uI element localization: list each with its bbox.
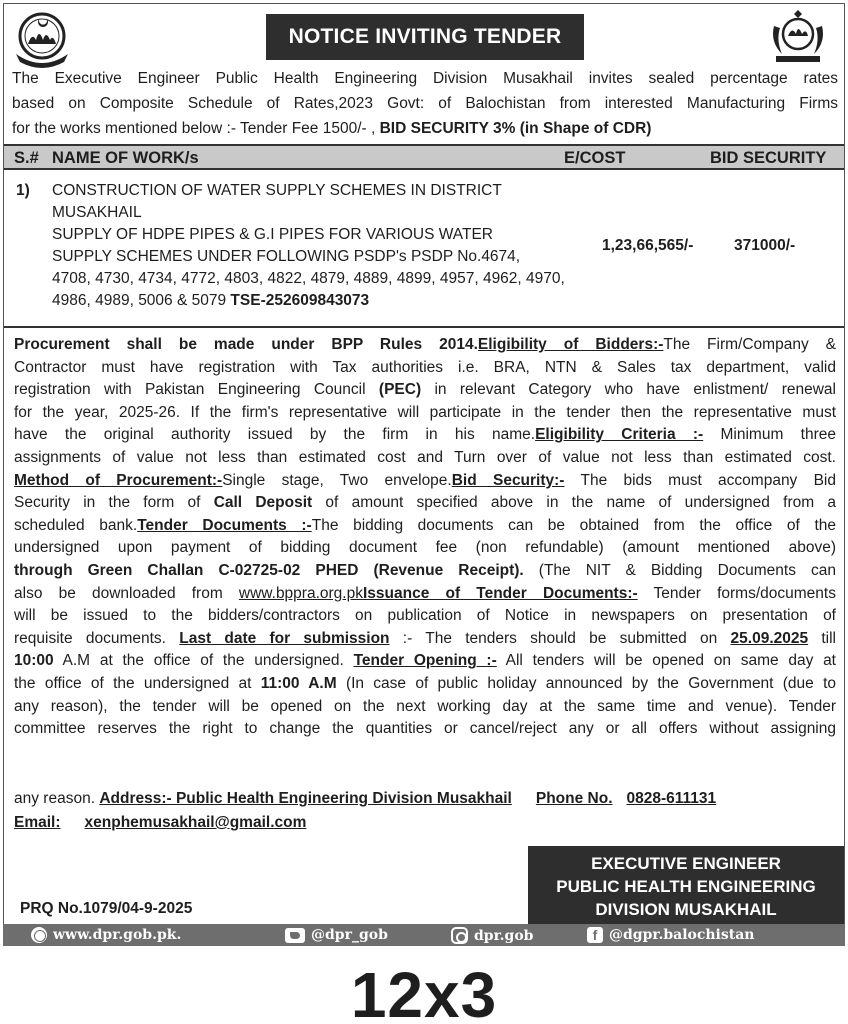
- body-text: The Firm/Company &: [663, 336, 836, 353]
- col-ecost: E/COST: [564, 149, 626, 167]
- body-text: Security in the form of: [14, 494, 214, 512]
- work-description: [52, 180, 612, 312]
- table-header: [4, 144, 844, 170]
- body-line: [14, 673, 836, 696]
- intro-paragraph: [12, 66, 838, 141]
- body-text: registration with Pakistan Engineering Council: [14, 381, 379, 399]
- psdp-numbers: 4986, 4989, 5006 & 5079: [52, 292, 231, 309]
- section-divider: [4, 326, 844, 328]
- footer-instagram[interactable]: [451, 927, 533, 944]
- submission-time: 10:00: [14, 652, 54, 670]
- body-line: [14, 492, 836, 515]
- body-line: assignments of value not less than estimated cost and Turn over of value not less than estimated cost.: [14, 448, 836, 466]
- intro-line: [12, 116, 838, 141]
- opening-time: 11:00 A.M: [260, 674, 337, 692]
- facebook-icon: f: [587, 927, 603, 943]
- signature-line: PUBLIC HEALTH ENGINEERING: [556, 877, 816, 896]
- body-line: for the year, 2025-26. If the firm's representative will participate in the tender then the representative must: [14, 403, 836, 421]
- body-line: [14, 650, 836, 673]
- instagram-icon: [451, 927, 468, 944]
- body-line: undersigned upon payment of bidding document fee (non refundable) (amount mentioned above): [14, 539, 836, 557]
- body-text: have the original authority issued by the firm in his name.: [14, 426, 536, 444]
- body-line: [14, 560, 836, 583]
- body-text: of amount specified above in the name of undersigned from a: [312, 494, 837, 512]
- footer-social-bar: [3, 924, 845, 946]
- body-line: [14, 515, 836, 538]
- ad-size-label: 12x3: [350, 959, 498, 1024]
- footer-facebook[interactable]: [587, 927, 754, 943]
- body-text: any reason.: [14, 790, 100, 807]
- bid-security-amount: 371000/-: [734, 237, 796, 254]
- table-row: [4, 172, 844, 324]
- work-line: SUPPLY OF HDPE PIPES & G.I PIPES FOR VARIOUS WATER: [52, 226, 493, 243]
- eligibility-bidders-label: Eligibility of Bidders:-: [477, 336, 664, 353]
- green-challan: through Green Challan C-02725-02 PHED (Revenue Receipt).: [14, 561, 524, 579]
- call-deposit: Call Deposit: [213, 494, 313, 512]
- address: Address:- Public Health Engineering Division Musakhail: [99, 790, 512, 807]
- intro-fee-text: for the works mentioned below :- Tender Fee 1500/- ,: [12, 120, 380, 137]
- body-line: [14, 334, 836, 357]
- bid-security-label: Bid Security:-: [451, 471, 565, 489]
- body-line: [14, 583, 836, 606]
- body-text: Minimum three: [703, 426, 836, 444]
- phone-number[interactable]: 0828-611131: [626, 790, 717, 807]
- last-date-label: Last date for submission: [179, 629, 390, 647]
- tender-conditions: [14, 334, 836, 741]
- body-line: [14, 379, 836, 402]
- body-text: till: [808, 629, 837, 647]
- body-line: [14, 470, 836, 493]
- body-line: will be issued to the bidders/contractors on publication of Notice in newspapers on presentation of: [14, 607, 836, 625]
- body-text: The bids must accompany Bid: [564, 471, 836, 489]
- footer-instagram-text: dpr.gob: [474, 927, 534, 944]
- body-text: A.M at the office of the undersigned.: [53, 652, 354, 670]
- body-text: All tenders will be opened on same day at: [496, 652, 836, 670]
- intro-line: The Executive Engineer Public Health Engineering Division Musakhail invites sealed percentage rates: [12, 70, 838, 87]
- department-emblem-logo: [764, 10, 832, 70]
- email-label: Email:: [14, 814, 61, 831]
- body-text: also be downloaded from: [14, 584, 239, 602]
- body-text: (The NIT & Bidding Documents can: [523, 561, 837, 579]
- body-line: Contractor must have registration with Tax authorities i.e. BRA, NTN & Sales tax department, valid: [14, 358, 836, 376]
- bppra-website-link[interactable]: www.bppra.org.pk: [238, 584, 363, 602]
- body-line: committee reserves the right to change the quantities or cancel/reject any or all offers without assigning: [14, 720, 836, 738]
- tender-notice: [3, 3, 845, 945]
- body-text: The bidding documents can be obtained from the office of the: [311, 516, 837, 534]
- body-text: (In case of public holiday announced by the Government (due to: [336, 674, 836, 692]
- work-line: [52, 290, 612, 312]
- col-name-of-work: NAME OF WORK/s: [52, 149, 199, 167]
- row-serial: 1): [16, 182, 30, 199]
- contact-line: [14, 790, 716, 808]
- signature-line: EXECUTIVE ENGINEER: [591, 854, 781, 873]
- col-sn: S.#: [14, 149, 39, 167]
- body-text: the office of the undersigned at: [14, 674, 261, 692]
- twitter-icon: [285, 928, 305, 943]
- signature-block: [528, 846, 844, 932]
- email-line: [14, 814, 306, 832]
- footer-facebook-text: @dgpr.balochistan: [609, 927, 755, 943]
- pec-label: (PEC): [378, 381, 422, 399]
- body-text: Single stage, Two envelope.: [222, 471, 452, 489]
- phone-label: Phone No.: [535, 790, 613, 807]
- tse-number: TSE-252609843073: [230, 292, 370, 309]
- footer-twitter[interactable]: [285, 927, 388, 943]
- work-line: 4708, 4730, 4734, 4772, 4803, 4822, 4879, 4889, 4899, 4957, 4962, 4970,: [52, 270, 565, 287]
- procurement-rules: Procurement shall be made under BPP Rules 2014.: [14, 336, 478, 353]
- method-procurement-label: Method of Procurement:-: [14, 471, 223, 489]
- tender-opening-label: Tender Opening :-: [353, 652, 497, 670]
- intro-line: based on Composite Schedule of Rates,2023 Govt: of Balochistan from interested Manufacturing Firms: [12, 95, 838, 112]
- email-address[interactable]: xenphemusakhail@gmail.com: [84, 814, 307, 831]
- footer-website[interactable]: [31, 927, 181, 943]
- body-text: requisite documents.: [14, 629, 180, 647]
- footer-website-text: www.dpr.gob.pk.: [53, 927, 182, 943]
- submission-date: 25.09.2025: [730, 629, 809, 647]
- government-seal-logo: [10, 10, 74, 70]
- prq-number: PRQ No.1079/04-9-2025: [20, 900, 193, 917]
- work-line: SUPPLY SCHEMES UNDER FOLLOWING PSDP's PSDP No.4674,: [52, 248, 521, 265]
- body-line: [14, 424, 836, 447]
- tender-documents-label: Tender Documents :-: [137, 516, 312, 534]
- work-line: CONSTRUCTION OF WATER SUPPLY SCHEMES IN DISTRICT: [52, 182, 502, 199]
- eligibility-criteria-label: Eligibility Criteria :-: [535, 426, 704, 444]
- body-text: :- The tenders should be submitted on: [389, 629, 731, 647]
- body-text: Tender forms/documents: [637, 584, 836, 602]
- globe-icon: [31, 927, 47, 943]
- work-line: MUSAKHAIL: [52, 204, 142, 221]
- body-line: [14, 628, 836, 651]
- estimated-cost: 1,23,66,565/-: [602, 237, 694, 254]
- notice-title: NOTICE INVITING TENDER: [266, 14, 584, 60]
- col-bid-security: BID SECURITY: [710, 149, 827, 167]
- issuance-label: Issuance of Tender Documents:-: [362, 584, 638, 602]
- body-text: in relevant Category who have enlistment/ renewal: [421, 381, 836, 399]
- body-line: any reason), the tender will be opened on the next working day at the same time and venue). Tender: [14, 697, 836, 715]
- signature-line: DIVISION MUSAKHAIL: [595, 900, 777, 919]
- bid-security-note: BID SECURITY 3% (in Shape of CDR): [379, 120, 652, 137]
- body-text: scheduled bank.: [14, 516, 138, 534]
- footer-twitter-text: @dpr_gob: [311, 927, 388, 943]
